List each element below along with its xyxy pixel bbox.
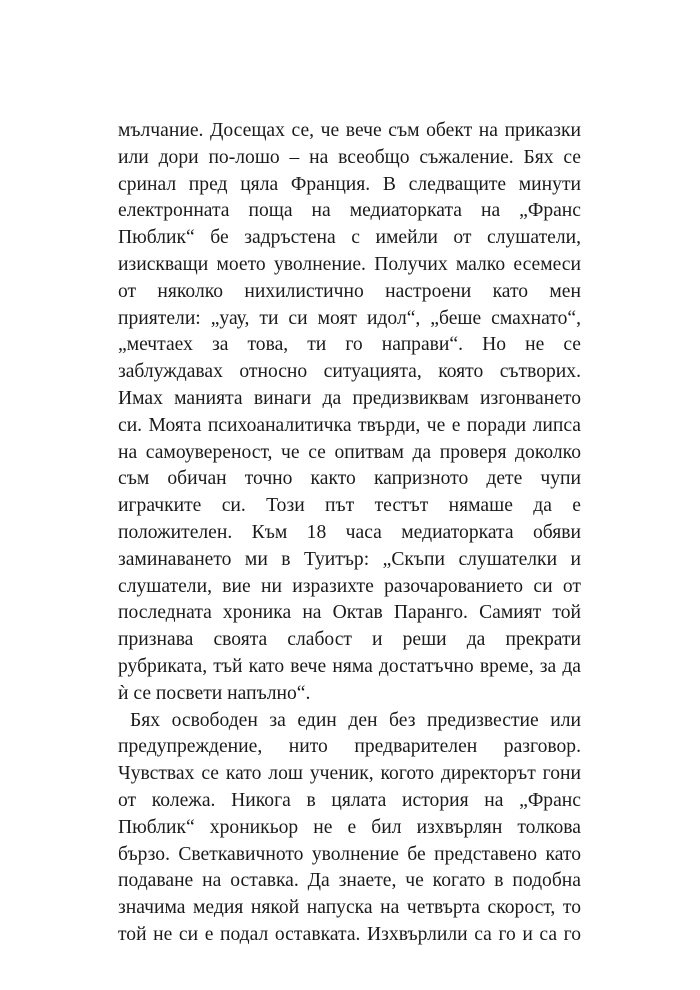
text-line: си. Моята психоаналитичка твърди, че е поради липса	[118, 414, 581, 436]
paragraph-2	[118, 708, 581, 949]
text-line: значима медия някой напуска на четвърта скорост, то	[118, 897, 581, 919]
text-line: от няколко нихилистично настроени като мен	[118, 280, 581, 302]
text-line: сринал пред цяла Франция. В следващите минути	[118, 173, 581, 195]
text-line: Бях освободен за един ден без предизвестие или	[130, 709, 581, 731]
text-line: от колежа. Никога в цялата история на „Франс	[118, 789, 581, 811]
text-line: слушатели, вие ни изразихте разочарованието си от	[118, 575, 581, 597]
text-line: той не си е подал оставката. Изхвърлили са го и са го	[118, 923, 581, 945]
text-line: приятели: „уау, ти си моят идол“, „беше смахнато“,	[118, 307, 581, 329]
text-line: предупреждение, нито предварителен разговор.	[118, 736, 581, 758]
text-line: съм обичан точно както капризното дете чупи	[118, 468, 581, 490]
text-line: Пюблик“ бе задръстена с имейли от слушатели,	[118, 227, 581, 249]
text-line: играчките си. Този път тестът нямаше да е	[118, 495, 581, 517]
text-line: последната хроника на Октав Паранго. Самият той	[118, 602, 581, 624]
text-line: изискващи моето уволнение. Получих малко есемеси	[118, 253, 581, 275]
text-line: бързо. Светкавичното уволнение бе представено като	[118, 843, 581, 865]
text-line: рубриката, тъй като вече няма достатъчно време, за да	[118, 655, 581, 677]
body-text	[118, 118, 581, 949]
text-line: Пюблик“ хроникьор не е бил изхвърлян толкова	[118, 816, 581, 838]
text-line: заминаването ми в Туитър: „Скъпи слушателки и	[118, 548, 581, 570]
text-line: електронната поща на медиаторката на „Франс	[118, 200, 581, 222]
text-line: или дори по-лошо – на всеобщо съжаление. Бях се	[118, 146, 581, 168]
text-line: заблуждавах относно ситуацията, която сътворих.	[118, 361, 581, 383]
text-line: ѝ се посвети напълно“.	[118, 682, 311, 704]
paragraph-1	[118, 118, 581, 708]
text-line: положителен. Към 18 часа медиаторката обяви	[118, 521, 581, 543]
text-line: мълчание. Досещах се, че вече съм обект на приказки	[118, 120, 581, 141]
text-line: на самоувереност, че се опитвам да проверя доколко	[118, 441, 581, 463]
text-line: Имах манията винаги да предизвиквам изгонването	[118, 387, 581, 409]
text-line: признава своята слабост и реши да прекрати	[118, 629, 581, 651]
text-line: подаване на оставка. Да знаете, че когато в подобна	[118, 870, 581, 892]
text-line: Чувствах се като лош ученик, когото директорът гони	[118, 763, 581, 785]
text-line: „мечтаех за това, ти го направи“. Но не се	[118, 334, 581, 356]
